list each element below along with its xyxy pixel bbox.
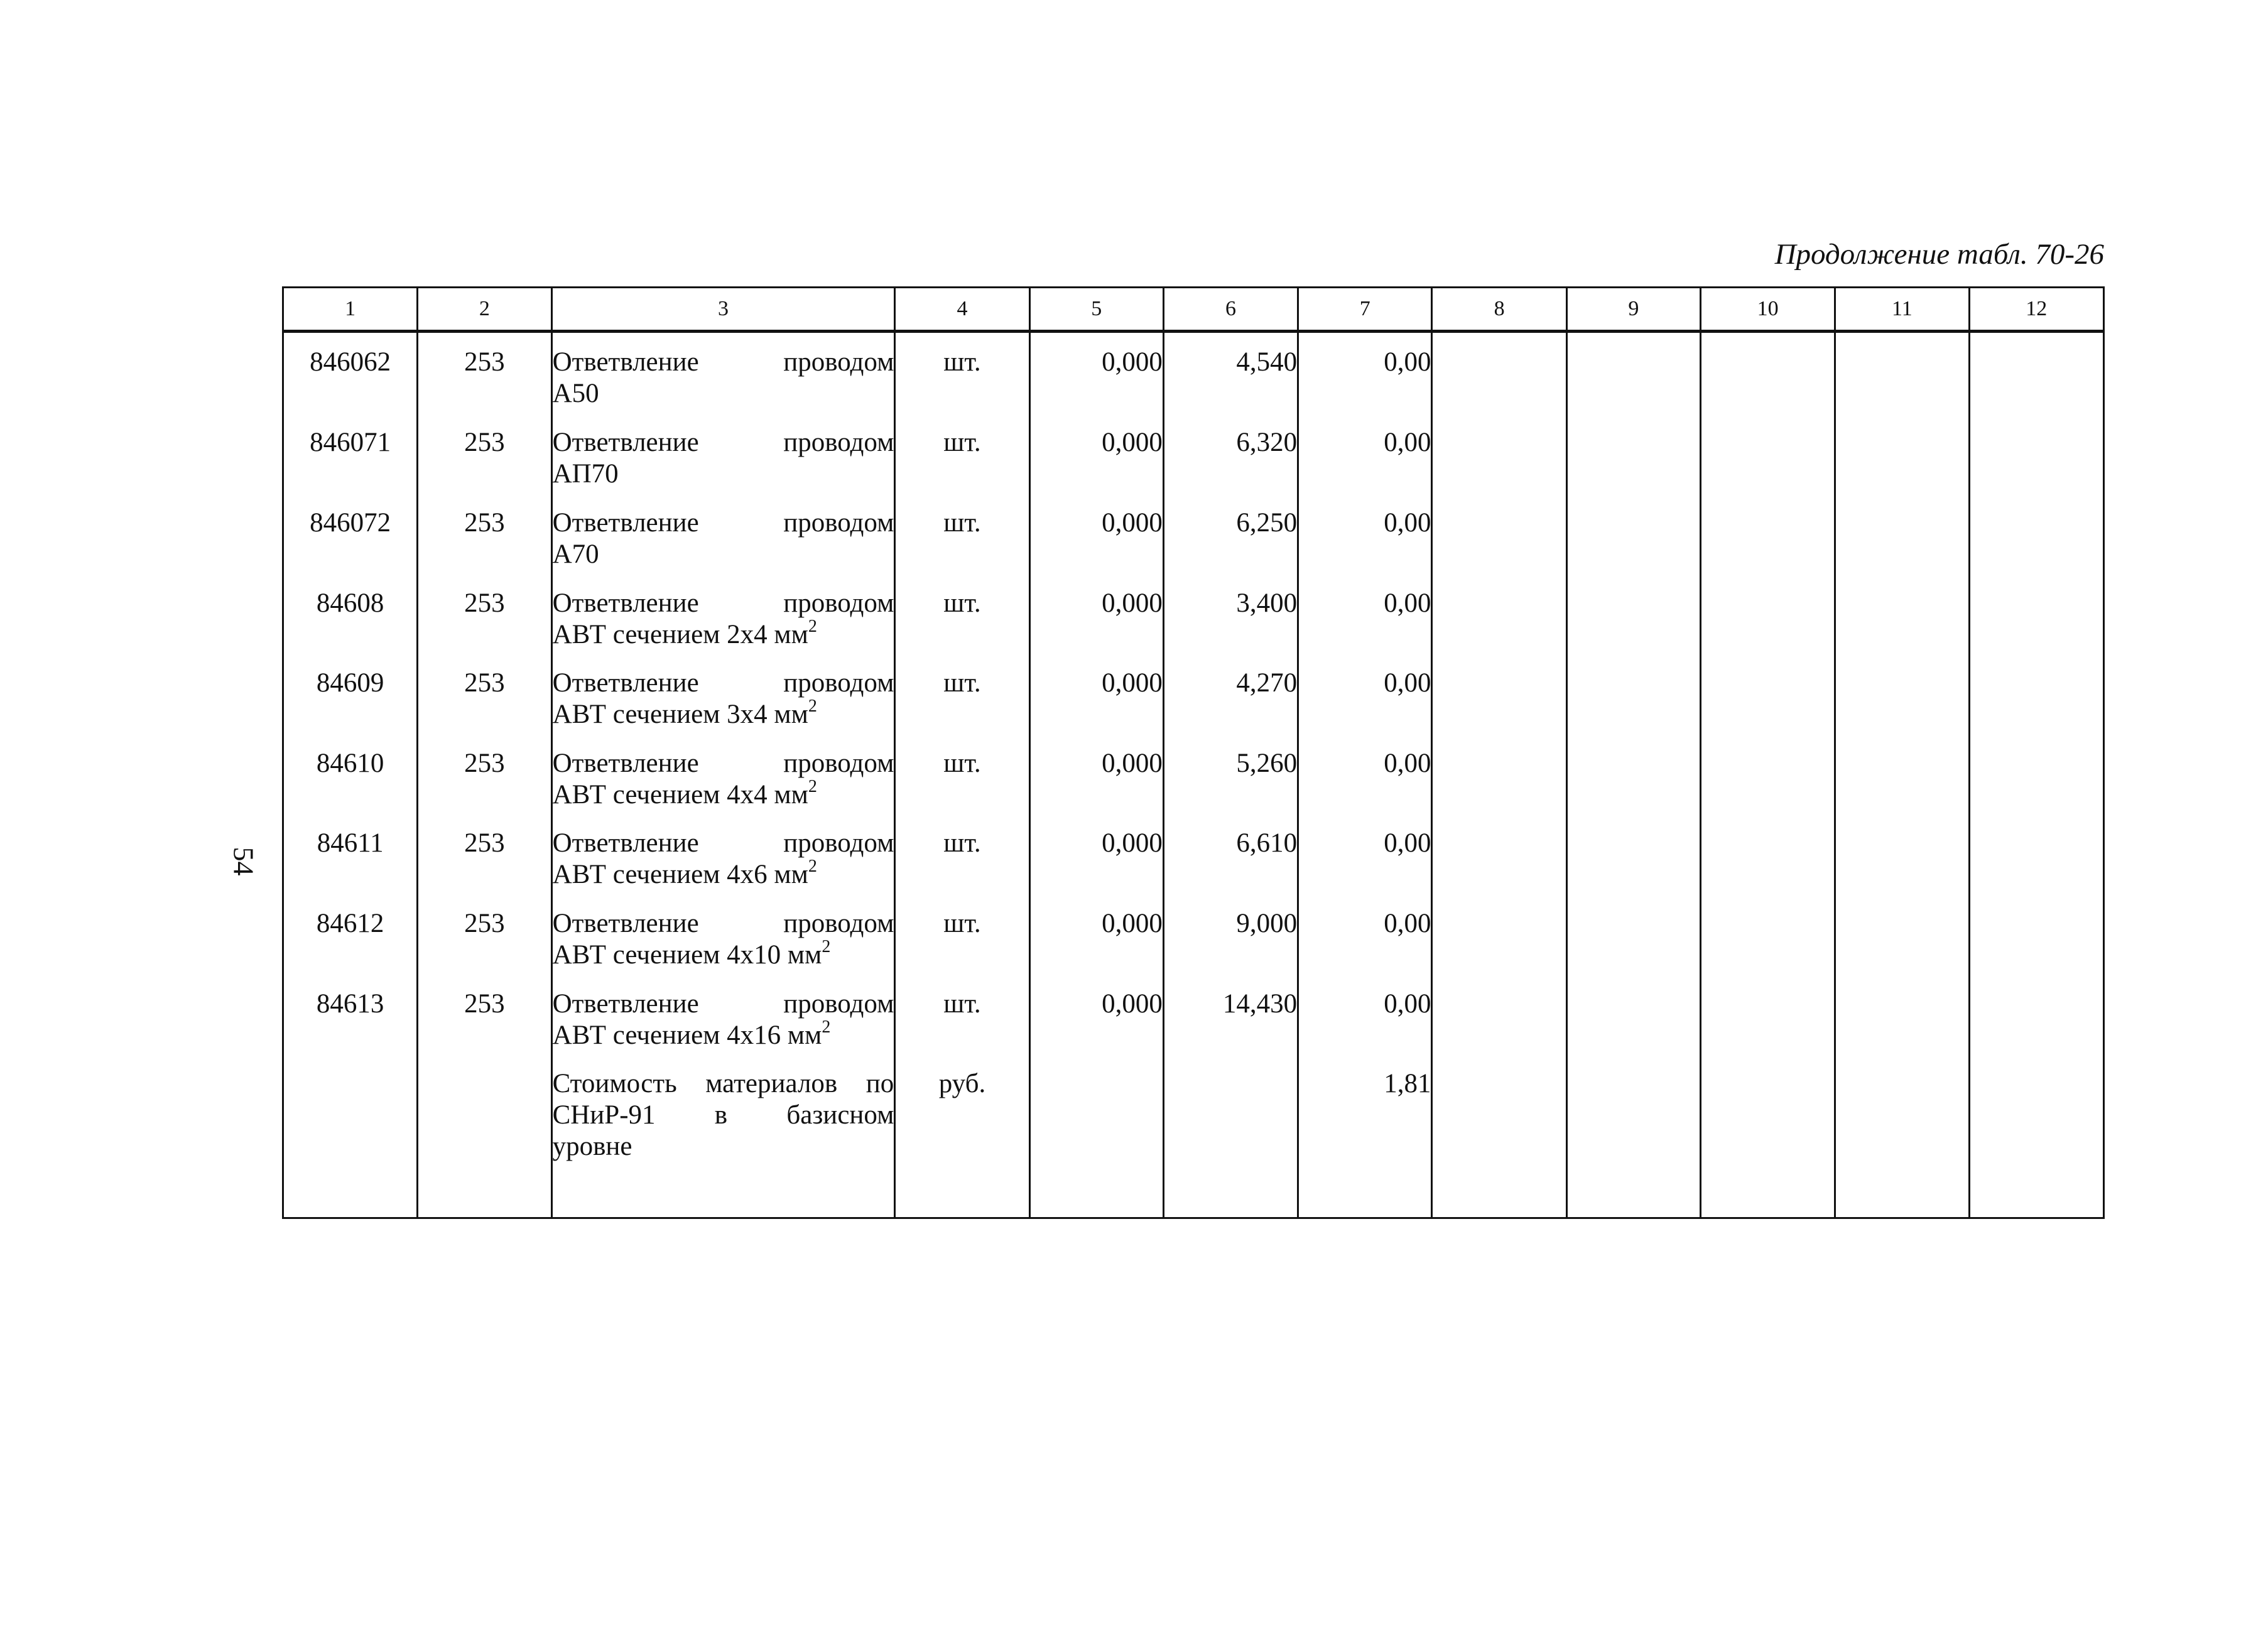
table-row xyxy=(283,427,2104,507)
empty-cell xyxy=(1566,427,1700,507)
empty-cell xyxy=(1566,828,1700,908)
number-cell: 253 xyxy=(418,668,551,748)
empty-cell xyxy=(1432,748,1566,828)
description-line: А50 xyxy=(552,378,599,408)
code-cell: 84610 xyxy=(283,748,418,828)
empty-cell xyxy=(1432,1068,1566,1218)
description-line: АП70 xyxy=(552,459,619,489)
column-header: 10 xyxy=(1701,288,1835,332)
unit-cell: шт. xyxy=(895,668,1029,748)
empty-cell xyxy=(1432,828,1566,908)
empty-cell xyxy=(1835,507,1969,588)
empty-cell xyxy=(1969,828,2103,908)
table-header-row xyxy=(283,288,2104,332)
empty-cell xyxy=(1701,988,1835,1069)
column-header: 4 xyxy=(895,288,1029,332)
description-cell xyxy=(551,507,895,588)
empty-cell xyxy=(1432,427,1566,507)
description-text: АВТ сечением 4х6 мм xyxy=(552,860,808,890)
description-cell xyxy=(551,988,895,1069)
description-line: Ответвление проводом xyxy=(552,908,894,938)
unit-cell: руб. xyxy=(895,1068,1029,1218)
empty-cell xyxy=(1566,988,1700,1069)
value-cell: 4,540 xyxy=(1163,331,1298,427)
unit-cell: шт. xyxy=(895,828,1029,908)
empty-cell xyxy=(1163,1068,1298,1218)
number-cell: 253 xyxy=(418,908,551,988)
value-cell: 0,000 xyxy=(1029,908,1163,988)
column-header: 5 xyxy=(1029,288,1163,332)
description-text: АВТ сечением 3х4 мм xyxy=(552,700,808,730)
code-cell: 84611 xyxy=(283,828,418,908)
empty-cell xyxy=(1835,988,1969,1069)
empty-cell xyxy=(1835,748,1969,828)
description-line: Ответвление проводом xyxy=(552,428,894,458)
unit-cell: шт. xyxy=(895,748,1029,828)
description-line xyxy=(553,859,894,891)
table-continuation-caption: Продолжение табл. 70-26 xyxy=(1774,238,2104,271)
empty-cell xyxy=(1701,427,1835,507)
description-line xyxy=(552,1017,894,1051)
description-text: АВТ сечением 4х10 мм xyxy=(552,939,822,970)
table-row xyxy=(283,908,2104,988)
value-cell: 0,000 xyxy=(1029,668,1163,748)
superscript: 2 xyxy=(808,696,817,717)
empty-cell xyxy=(1432,507,1566,588)
value-cell: 0,00 xyxy=(1298,331,1432,427)
empty-cell xyxy=(1566,1068,1700,1218)
superscript: 2 xyxy=(822,936,831,956)
code-cell: 846071 xyxy=(283,427,418,507)
empty-cell xyxy=(1835,668,1969,748)
unit-cell: шт. xyxy=(895,908,1029,988)
description-line: Ответвление проводом xyxy=(552,828,894,858)
description-text: АВТ сечением 4х16 мм xyxy=(552,1020,822,1050)
value-cell: 6,250 xyxy=(1163,507,1298,588)
empty-cell xyxy=(1566,748,1700,828)
empty-cell xyxy=(1701,1068,1835,1218)
number-cell: 253 xyxy=(418,331,551,427)
number-cell: 253 xyxy=(418,427,551,507)
value-cell: 0,00 xyxy=(1298,748,1432,828)
unit-cell: шт. xyxy=(895,427,1029,507)
empty-cell xyxy=(1969,588,2103,668)
value-cell: 0,00 xyxy=(1298,588,1432,668)
superscript: 2 xyxy=(808,776,817,796)
description-cell xyxy=(551,331,895,427)
empty-cell xyxy=(1701,828,1835,908)
column-header: 7 xyxy=(1298,288,1432,332)
empty-cell xyxy=(1566,668,1700,748)
empty-cell xyxy=(1835,828,1969,908)
empty-cell xyxy=(1432,588,1566,668)
code-cell: 84609 xyxy=(283,668,418,748)
value-cell: 0,00 xyxy=(1298,988,1432,1069)
empty-cell xyxy=(1029,1068,1163,1218)
empty-cell xyxy=(1969,748,2103,828)
superscript: 2 xyxy=(822,1017,831,1037)
value-cell: 0,00 xyxy=(1298,427,1432,507)
description-text: АВТ сечением 4х4 мм xyxy=(552,779,808,809)
empty-cell xyxy=(1566,588,1700,668)
column-header: 12 xyxy=(1969,288,2103,332)
description-cell xyxy=(551,427,895,507)
description-cell xyxy=(551,908,895,988)
value-cell: 0,000 xyxy=(1029,427,1163,507)
column-header: 1 xyxy=(283,288,418,332)
table-row xyxy=(283,588,2104,668)
value-cell: 0,00 xyxy=(1298,668,1432,748)
code-cell: 84608 xyxy=(283,588,418,668)
value-cell: 0,000 xyxy=(1029,748,1163,828)
empty-cell xyxy=(1835,427,1969,507)
description-text: АВТ сечением 2х4 мм xyxy=(552,619,808,649)
code-cell: 846062 xyxy=(283,331,418,427)
column-header: 6 xyxy=(1163,288,1298,332)
superscript: 2 xyxy=(808,616,817,636)
value-cell: 14,430 xyxy=(1163,988,1298,1069)
empty-cell xyxy=(1701,331,1835,427)
total-description-cell xyxy=(551,1068,895,1218)
unit-cell: шт. xyxy=(895,331,1029,427)
description-line: Ответвление проводом xyxy=(552,988,894,1019)
description-cell xyxy=(551,668,895,748)
table-row xyxy=(283,507,2104,588)
unit-cell: шт. xyxy=(895,588,1029,668)
code-cell: 84613 xyxy=(283,988,418,1069)
value-cell: 0,00 xyxy=(1298,507,1432,588)
total-value-cell: 1,81 xyxy=(1298,1068,1432,1218)
description-cell xyxy=(551,748,895,828)
description-line: Ответвление проводом xyxy=(552,507,894,538)
empty-cell xyxy=(1969,668,2103,748)
description-line: уровне xyxy=(552,1132,632,1162)
empty-cell xyxy=(1701,668,1835,748)
description-line: Ответвление проводом xyxy=(552,668,894,698)
empty-cell xyxy=(1969,331,2103,427)
value-cell: 0,000 xyxy=(1029,507,1163,588)
empty-cell xyxy=(1969,507,2103,588)
empty-cell xyxy=(1432,988,1566,1069)
empty-cell xyxy=(1835,588,1969,668)
empty-cell xyxy=(1566,908,1700,988)
empty-cell xyxy=(1701,507,1835,588)
table-row xyxy=(283,668,2104,748)
empty-cell xyxy=(1566,331,1700,427)
description-line: СНиР-91 в базисном xyxy=(552,1100,894,1130)
value-cell: 0,000 xyxy=(1029,331,1163,427)
number-cell: 253 xyxy=(418,507,551,588)
description-line xyxy=(552,776,894,811)
description-line: Ответвление проводом xyxy=(552,347,894,377)
value-cell: 4,270 xyxy=(1163,668,1298,748)
empty-cell xyxy=(1969,427,2103,507)
empty-cell xyxy=(418,1068,551,1218)
number-cell: 253 xyxy=(418,588,551,668)
empty-cell xyxy=(1969,1068,2103,1218)
table-row xyxy=(283,748,2104,828)
empty-cell xyxy=(1835,1068,1969,1218)
value-cell: 0,00 xyxy=(1298,828,1432,908)
empty-cell xyxy=(1432,908,1566,988)
code-cell: 84612 xyxy=(283,908,418,988)
description-line xyxy=(552,616,894,651)
value-cell: 6,610 xyxy=(1163,828,1298,908)
number-cell: 253 xyxy=(418,828,551,908)
description-line: Стоимость материалов по xyxy=(552,1069,894,1099)
value-cell: 3,400 xyxy=(1163,588,1298,668)
description-line xyxy=(552,936,894,971)
description-line: Ответвление проводом xyxy=(552,588,894,618)
empty-cell xyxy=(1701,748,1835,828)
empty-cell xyxy=(1835,331,1969,427)
rates-table xyxy=(282,286,2105,1219)
empty-cell xyxy=(1566,507,1700,588)
table-row xyxy=(283,988,2104,1069)
value-cell: 9,000 xyxy=(1163,908,1298,988)
empty-cell xyxy=(1432,668,1566,748)
total-row xyxy=(283,1068,2104,1218)
empty-cell xyxy=(1969,988,2103,1069)
value-cell: 5,260 xyxy=(1163,748,1298,828)
value-cell: 0,000 xyxy=(1029,988,1163,1069)
empty-cell xyxy=(1432,331,1566,427)
value-cell: 0,00 xyxy=(1298,908,1432,988)
table-row xyxy=(283,828,2104,908)
page-number: 54 xyxy=(227,847,260,876)
description-cell xyxy=(551,588,895,668)
unit-cell: шт. xyxy=(895,988,1029,1069)
value-cell: 0,000 xyxy=(1029,588,1163,668)
empty-cell xyxy=(1701,588,1835,668)
empty-cell xyxy=(1835,908,1969,988)
column-header: 8 xyxy=(1432,288,1566,332)
description-line xyxy=(552,696,894,730)
description-cell xyxy=(551,828,895,908)
column-header: 3 xyxy=(551,288,895,332)
value-cell: 6,320 xyxy=(1163,427,1298,507)
description-line: А70 xyxy=(552,539,599,569)
code-cell: 846072 xyxy=(283,507,418,588)
number-cell: 253 xyxy=(418,988,551,1069)
description-line: Ответвление проводом xyxy=(552,748,894,778)
column-header: 9 xyxy=(1566,288,1700,332)
column-header: 11 xyxy=(1835,288,1969,332)
empty-cell xyxy=(1969,908,2103,988)
empty-cell xyxy=(1701,908,1835,988)
empty-cell xyxy=(283,1068,418,1218)
table-row xyxy=(283,331,2104,427)
column-header: 2 xyxy=(418,288,551,332)
superscript: 2 xyxy=(808,857,817,877)
number-cell: 253 xyxy=(418,748,551,828)
unit-cell: шт. xyxy=(895,507,1029,588)
value-cell: 0,000 xyxy=(1029,828,1163,908)
